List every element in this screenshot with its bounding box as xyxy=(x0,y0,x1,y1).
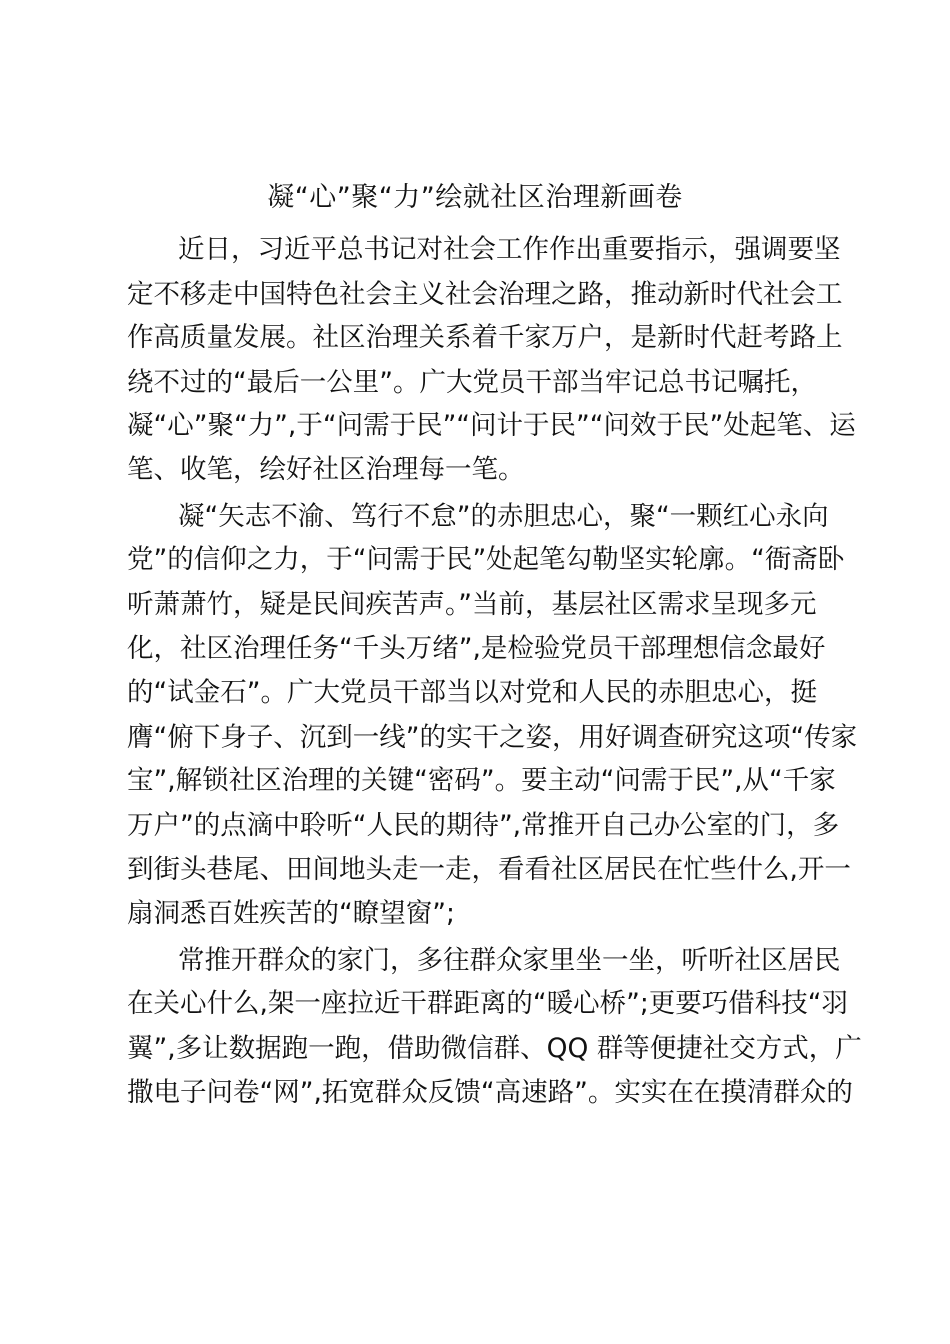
document-title: 凝“心”聚“力”绘就社区治理新画卷 xyxy=(267,182,683,213)
paragraph-2-line-1: 凝“矢志不渝、笃行不怠”的赤胆忠心，聚“一颗红心永向 xyxy=(178,501,829,532)
paragraph-2-line-6: 膺“俯下身子、沉到一线”的实干之姿，用好调查研究这项“传家 xyxy=(127,722,858,753)
paragraph-2-line-7: 宝”,解锁社区治理的关键“密码”。要主动“问需于民”,从“千家 xyxy=(127,765,836,796)
paragraph-2-line-10: 扇洞悉百姓疾苦的“瞭望窗”; xyxy=(127,898,455,929)
paragraph-3-line-4: 撒电子问卷“网”,拓宽群众反馈“高速路”。实实在在摸清群众的 xyxy=(127,1077,853,1108)
paragraph-2-line-5: 的“试金石”。广大党员干部当以对党和人民的赤胆忠心，挺 xyxy=(127,677,817,708)
paragraph-2-line-9: 到街头巷尾、田间地头走一走，看看社区居民在忙些什么,开一 xyxy=(127,854,851,885)
paragraph-1-line-5: 凝“心”聚“力”,于“问需于民”“问计于民”“问效于民”处起笔、运 xyxy=(127,410,856,441)
paragraph-2-line-3: 听萧萧竹，疑是民间疾苦声。”当前，基层社区需求呈现多元 xyxy=(127,589,817,620)
paragraph-2-line-2: 党”的信仰之力，于“问需于民”处起笔勾勒坚实轮廓。“衙斋卧 xyxy=(127,544,845,575)
paragraph-3-line-1: 常推开群众的家门，多往群众家里坐一坐，听听社区居民 xyxy=(178,945,841,976)
paragraph-2-line-4: 化，社区治理任务“千头万绪”,是检验党员干部理想信念最好 xyxy=(127,633,826,664)
paragraph-1-line-1: 近日，习近平总书记对社会工作作出重要指示，强调要坚 xyxy=(178,234,841,265)
paragraph-1-line-3: 作高质量发展。社区治理关系着千家万户，是新时代赶考路上 xyxy=(127,322,843,353)
paragraph-3-line-3: 翼”,多让数据跑一跑，借助微信群、QQ 群等便捷社交方式，广 xyxy=(127,1033,862,1064)
paragraph-1-line-6: 笔、收笔，绘好社区治理每一笔。 xyxy=(127,454,525,485)
paragraph-3-line-2: 在关心什么,架一座拉近干群距离的“暖心桥”;更要巧借科技“羽 xyxy=(127,988,849,1019)
paragraph-1-line-2: 定不移走中国特色社会主义社会治理之路，推动新时代社会工 xyxy=(127,279,843,310)
paragraph-2-line-8: 万户”的点滴中聆听“人民的期待”,常推开自己办公室的门，多 xyxy=(127,810,840,841)
paragraph-1-line-4: 绕不过的“最后一公里”。广大党员干部当牢记总书记嘱托， xyxy=(127,367,817,398)
